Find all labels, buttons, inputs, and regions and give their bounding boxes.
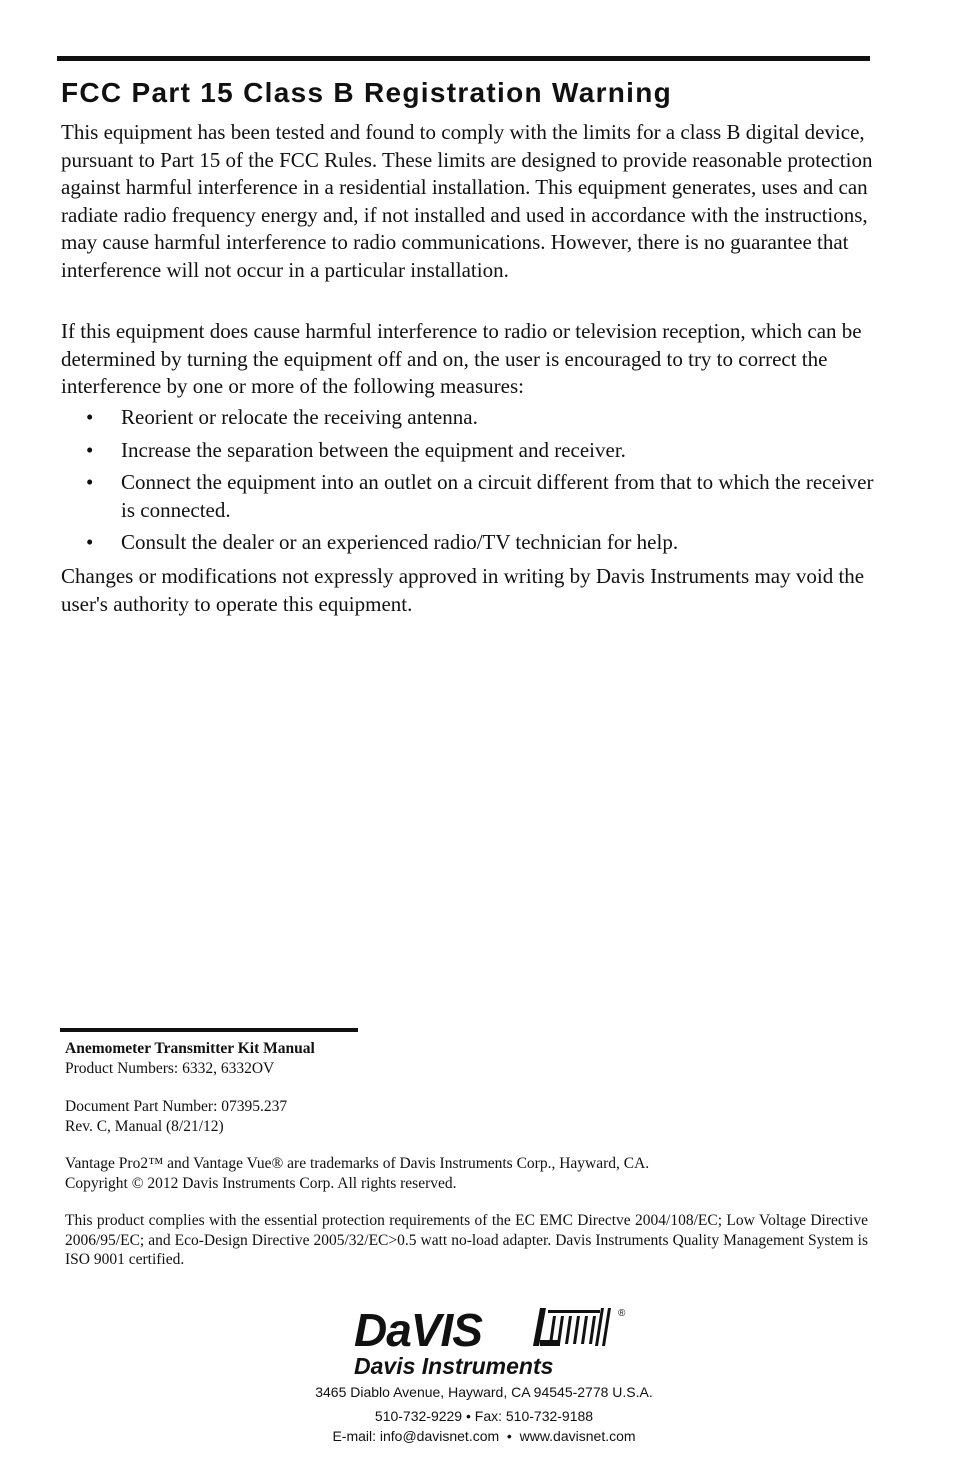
changes-paragraph: Changes or modifications not expressly approved in writing by Davis Instruments may void the user's authority to operate this equipment. [61,564,865,616]
list-item [61,529,876,557]
manual-title: Anemometer Transmitter Kit Manual [65,1040,315,1057]
list-item-text: Connect the equipment into an outlet on a circuit different from that to which the receiver is connected. [121,470,874,522]
logo-stripes-icon [533,1308,611,1346]
section-heading: FCC Part 15 Class B Registration Warning [61,77,673,108]
legal-info [65,1154,868,1193]
measures-paragraph: If this equipment does cause harmful interference to radio or television reception, which can be determined by turning the equipment off and on, the user is encouraged to try to correct the interference by one or more of the following measures: [61,319,862,398]
list-item [61,404,876,432]
bullet-icon: • [86,437,94,462]
address: 3465 Diablo Avenue, Hayward, CA 94545-2778 U.S.A. [315,1384,653,1400]
list-item [61,437,876,465]
document-info [65,1097,868,1136]
revision: Rev. C, Manual (8/21/12) [65,1117,224,1135]
manual-info [65,1039,868,1078]
phone-fax: 510-732-9229 • Fax: 510-732-9188 [374,1408,594,1424]
top-rule [57,56,870,61]
trademarks: Vantage Pro2™ and Vantage Vue® are trademarks of Davis Instruments Corp., Hayward, CA. [65,1155,650,1172]
registered-mark: ® [618,1308,626,1319]
measures-list [61,404,876,562]
copyright: Copyright © 2012 Davis Instruments Corp. All rights reserved. [65,1174,457,1192]
bullet-icon: • [86,405,94,429]
logo-name: Davis Instruments [354,1353,554,1379]
compliance-statement: This product complies with the essential protection requirements of the EC EMC Directve 2004/108/EC; Low Voltage Directive 2006/95/EC; and Eco-Design Directive 2005/32/EC>0.5 watt no-load adapter. Davis Instruments Quality Management System is ISO 9001 certified. [65,1212,868,1268]
product-numbers: Product Numbers: 6332, 6332OV [65,1059,275,1077]
bullet-icon: • [86,530,94,554]
intro-paragraph: This equipment has been tested and found to comply with the limits for a class B digital device, pursuant to Part 15 of the FCC Rules. These limits are designed to provide reasonable protection against harmful interference in a residential installation. This equipment generates, uses and can radiate radio frequency energy and, if not installed and used in accordance with the instructions, may cause harmful interference to radio communications. However, there is no guarantee that interference will not occur in a particular installation. [61,120,873,282]
logo-wordmark: DaVIS [354,1304,482,1356]
footer-rule [60,1028,358,1032]
list-item-text: Consult the dealer or an experienced radio/TV technician for help. [121,530,679,554]
davis-logo [350,1300,640,1380]
list-item [61,469,876,524]
list-item-text: Increase the separation between the equipment and receiver. [121,437,626,462]
list-item-text: Reorient or relocate the receiving antenna. [121,405,478,429]
email-web: E-mail: info@davisnet.com • www.davisnet.com [332,1428,636,1444]
document-part-number: Document Part Number: 07395.237 [65,1098,288,1115]
bullet-icon: • [86,470,94,494]
